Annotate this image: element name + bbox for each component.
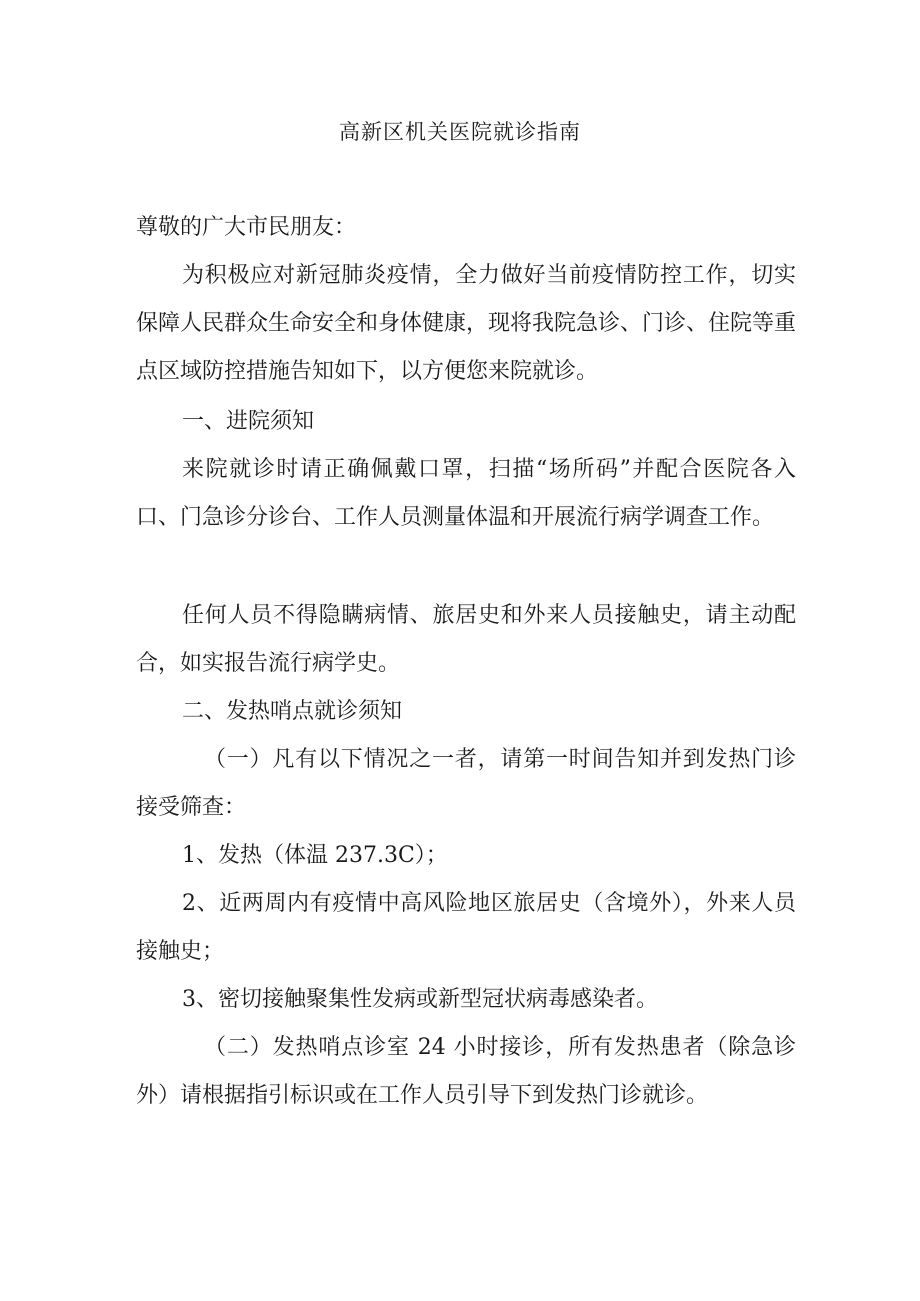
list-item-2: 2、近两周内有疫情中高风险地区旅居史（含境外），外来人员接触史； (136, 891, 796, 964)
greeting: 尊敬的广大市民朋友： (136, 215, 357, 240)
paragraph-intro: 为积极应对新冠肺炎疫情，全力做好当前疫情防控工作，切实保障人民群众生命安全和身体健康，现将我院急诊、门诊、住院等重点区域防控措施告知如下，以方便您来院就诊。 (136, 263, 797, 384)
paragraph-entry-rules: 来院就诊时请正确佩戴口罩，扫描“场所码”并配合医院各入口、门急诊分诊台、工作人员测量体温和开展流行病学调查工作。 (136, 457, 796, 530)
document-title: 高新区机关医院就诊指南 (339, 120, 581, 144)
list-item-3: 3、密切接触聚集性发病或新型冠状病毒感染者。 (182, 987, 658, 1012)
list-item-1: 1、发热（体温 237.3C）； (182, 843, 448, 868)
section-heading-entry: 一、进院须知 (182, 409, 315, 434)
paragraph-fever-clinic: （二）发热哨点诊室 24 小时接诊，所有发热患者（除急诊外）请根据指引标识或在工作人员引导下到发热门诊就诊。 (136, 1035, 796, 1108)
paragraph-screening-conditions: （一）凡有以下情况之一者，请第一时间告知并到发热门诊接受筛查： (136, 747, 796, 820)
section-heading-fever: 二、发热哨点就诊须知 (182, 699, 403, 724)
paragraph-disclosure: 任何人员不得隐瞒病情、旅居史和外来人员接触史，请主动配合，如实报告流行病学史。 (136, 603, 796, 676)
